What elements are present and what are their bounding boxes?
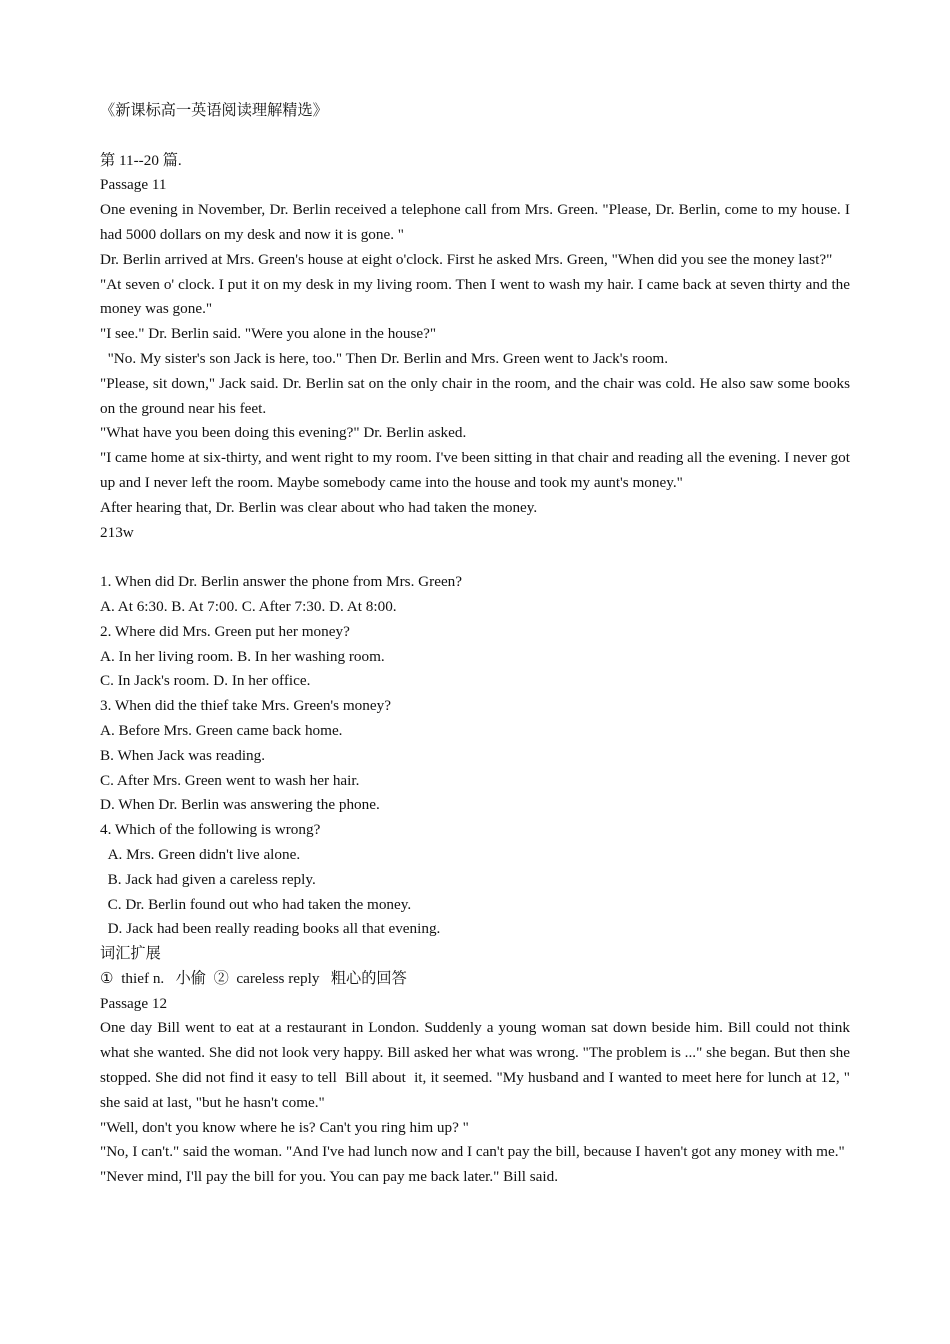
passage-11-paragraph: After hearing that, Dr. Berlin was clear about who had taken the money.	[100, 498, 538, 516]
question-2-options-cd: C. In Jack's room. D. In her office.	[100, 672, 311, 690]
passage-11-paragraph: "What have you been doing this evening?" Dr. Berlin asked.	[100, 424, 467, 442]
passage-12-paragraph: "No, I can't." said the woman. "And I've had lunch now and I can't pay the bill, because I haven't got any money with me."	[100, 1143, 845, 1161]
passage-12-paragraph: "Never mind, I'll pay the bill for you. You can pay me back later." Bill said.	[100, 1168, 559, 1186]
document-page	[100, 99, 854, 1190]
passage-12-paragraph: "Well, don't you know where he is? Can't you ring him up? "	[100, 1118, 469, 1136]
word-count: 213w	[100, 523, 134, 541]
question-1: 1. When did Dr. Berlin answer the phone from Mrs. Green?	[100, 573, 463, 591]
question-4: 4. Which of the following is wrong?	[100, 821, 321, 839]
question-4-option-b: B. Jack had given a careless reply.	[100, 870, 316, 888]
passage-11-paragraph: Dr. Berlin arrived at Mrs. Green's house at eight o'clock. First he asked Mrs. Green, "When did you see the money last?"	[100, 250, 833, 268]
question-2: 2. Where did Mrs. Green put her money?	[100, 622, 350, 640]
question-3-option-b: B. When Jack was reading.	[100, 746, 266, 764]
document-title: 《新课标高一英语阅读理解精选》	[100, 102, 328, 119]
vocab-heading: 词汇扩展	[100, 945, 161, 963]
passage-11-paragraph: "Please, sit down," Jack said. Dr. Berlin sat on the only chair in the room, and the chair was cold. He also saw some books on the ground near his feet.	[100, 374, 854, 417]
blank-line	[100, 545, 850, 570]
question-4-option-a: A. Mrs. Green didn't live alone.	[100, 845, 301, 863]
vocab-items: ① thief n. 小偷 ② careless reply 粗心的回答	[100, 969, 407, 987]
passage-11-heading: Passage 11	[100, 176, 167, 194]
passage-12-heading: Passage 12	[100, 994, 168, 1012]
question-3-option-d: D. When Dr. Berlin was answering the phone.	[100, 796, 380, 814]
question-4-option-c: C. Dr. Berlin found out who had taken the money.	[100, 895, 412, 913]
question-3-option-a: A. Before Mrs. Green came back home.	[100, 721, 343, 739]
question-3-option-c: C. After Mrs. Green went to wash her hair.	[100, 771, 360, 789]
passage-12-paragraph: One day Bill went to eat at a restaurant in London. Suddenly a young woman sat down beside him. Bill could not think what she wanted. She did not look very happy. Bill asked her what was wrong. "The problem is ..." she began. But then she stopped. She did not find it easy to tell Bill about it, it seemed. "My husband and I wanted to meet here for lunch at 12, " she said at last, "but he hasn't come."	[100, 1019, 854, 1111]
passage-11-paragraph: "At seven o' clock. I put it on my desk in my living room. Then I went to wash my hair. I came back at seven thirty and the money was gone."	[100, 275, 854, 318]
question-1-options: A. At 6:30. B. At 7:00. C. After 7:30. D. At 8:00.	[100, 597, 397, 615]
passage-range: 第 11--20 篇.	[100, 151, 182, 169]
passage-11-paragraph: One evening in November, Dr. Berlin received a telephone call from Mrs. Green. "Please, Dr. Berlin, come to my house. I had 5000 dollars on my desk and now it is gone. "	[100, 201, 854, 243]
question-2-options-ab: A. In her living room. B. In her washing room.	[100, 647, 385, 665]
question-3: 3. When did the thief take Mrs. Green's money?	[100, 697, 391, 715]
passage-11-paragraph: "No. My sister's son Jack is here, too." Then Dr. Berlin and Mrs. Green went to Jack's room.	[100, 349, 669, 367]
passage-11-paragraph: "I see." Dr. Berlin said. "Were you alone in the house?"	[100, 325, 437, 343]
question-4-option-d: D. Jack had been really reading books all that evening.	[100, 920, 441, 938]
passage-11-paragraph: "I came home at six-thirty, and went right to my room. I've been sitting in that chair and reading all the evening. I never got up and I never left the room. Maybe somebody came into the house and took my aunt's money."	[100, 449, 854, 491]
